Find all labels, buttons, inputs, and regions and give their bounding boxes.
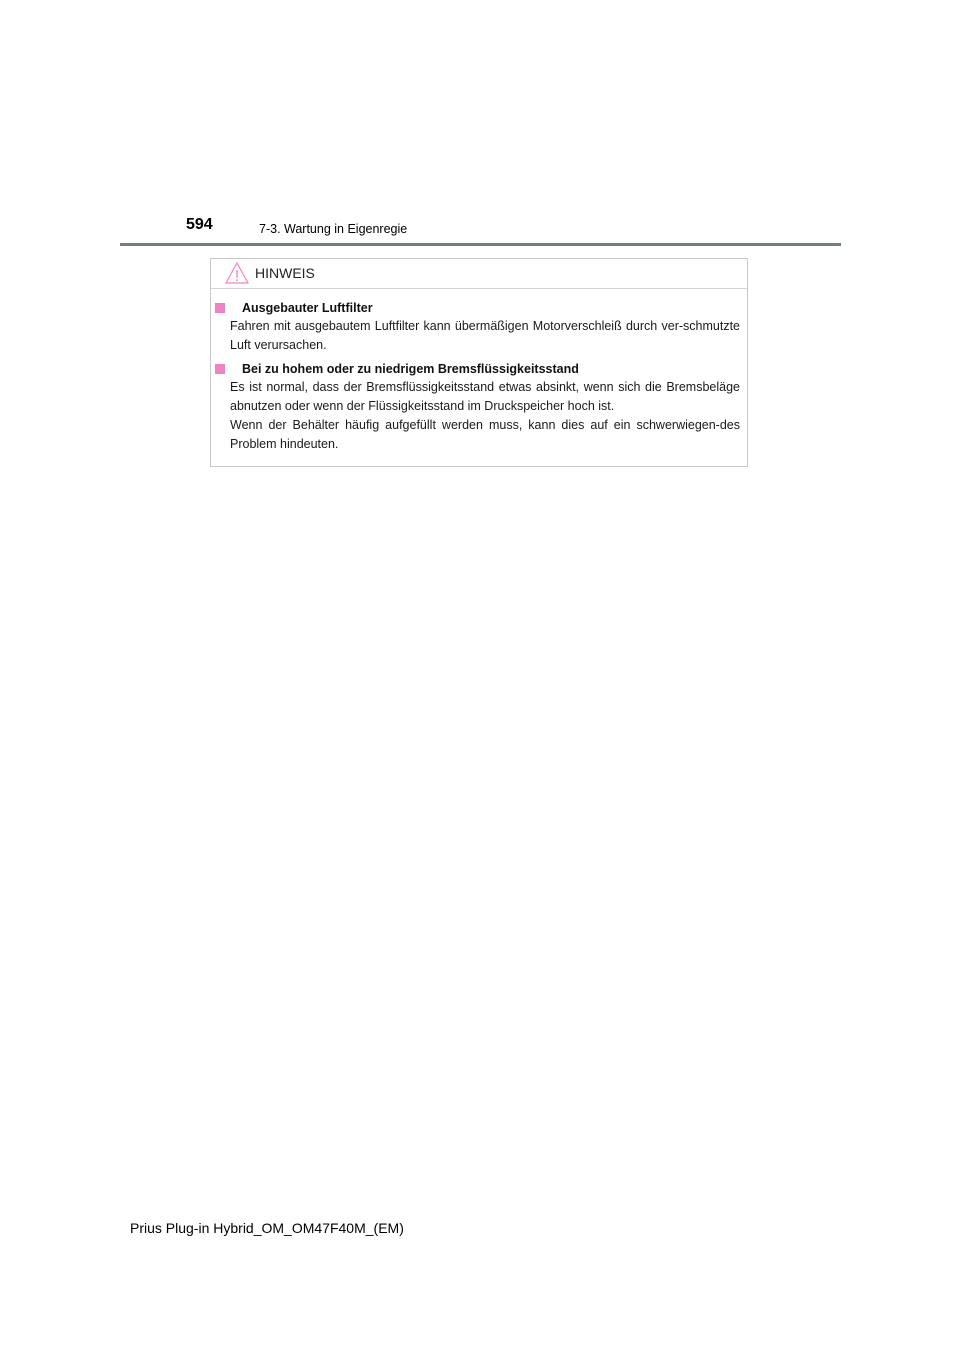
notice-item-bremsfluessigkeit bbox=[211, 360, 747, 454]
header-rule bbox=[120, 243, 841, 246]
item-paragraph: Es ist normal, dass der Bremsflüssigkeitsstand etwas absinkt, wenn sich die Bremsbeläge abnutzen oder wenn der Flüssigkeitsstand im Druckspeicher hoch ist. bbox=[230, 380, 740, 413]
square-bullet-icon bbox=[215, 303, 225, 313]
warning-triangle-icon bbox=[225, 262, 249, 284]
item-heading-text: Bei zu hohem oder zu niedrigem Bremsflüssigkeitsstand bbox=[242, 362, 579, 376]
item-paragraph: Fahren mit ausgebautem Luftfilter kann übermäßigen Motorverschleiß durch ver-schmutzte Luft verursachen. bbox=[230, 319, 740, 352]
notice-item-luftfilter bbox=[211, 299, 747, 355]
item-heading bbox=[211, 299, 747, 317]
item-body bbox=[230, 317, 740, 355]
notice-header bbox=[211, 259, 747, 289]
page-number: 594 bbox=[186, 216, 213, 233]
square-bullet-icon bbox=[215, 364, 225, 374]
section-title: 7-3. Wartung in Eigenregie bbox=[259, 222, 408, 236]
item-paragraph: Wenn der Behälter häufig aufgefüllt werden muss, kann dies auf ein schwerwiegen-des Problem hindeuten. bbox=[230, 418, 740, 451]
item-heading bbox=[211, 360, 747, 378]
notice-title: HINWEIS bbox=[255, 265, 315, 281]
item-heading-text: Ausgebauter Luftfilter bbox=[242, 301, 373, 315]
item-body bbox=[230, 378, 740, 454]
footer-document-id: Prius Plug-in Hybrid_OM_OM47F40M_(EM) bbox=[130, 1220, 404, 1236]
notice-box bbox=[210, 258, 748, 467]
